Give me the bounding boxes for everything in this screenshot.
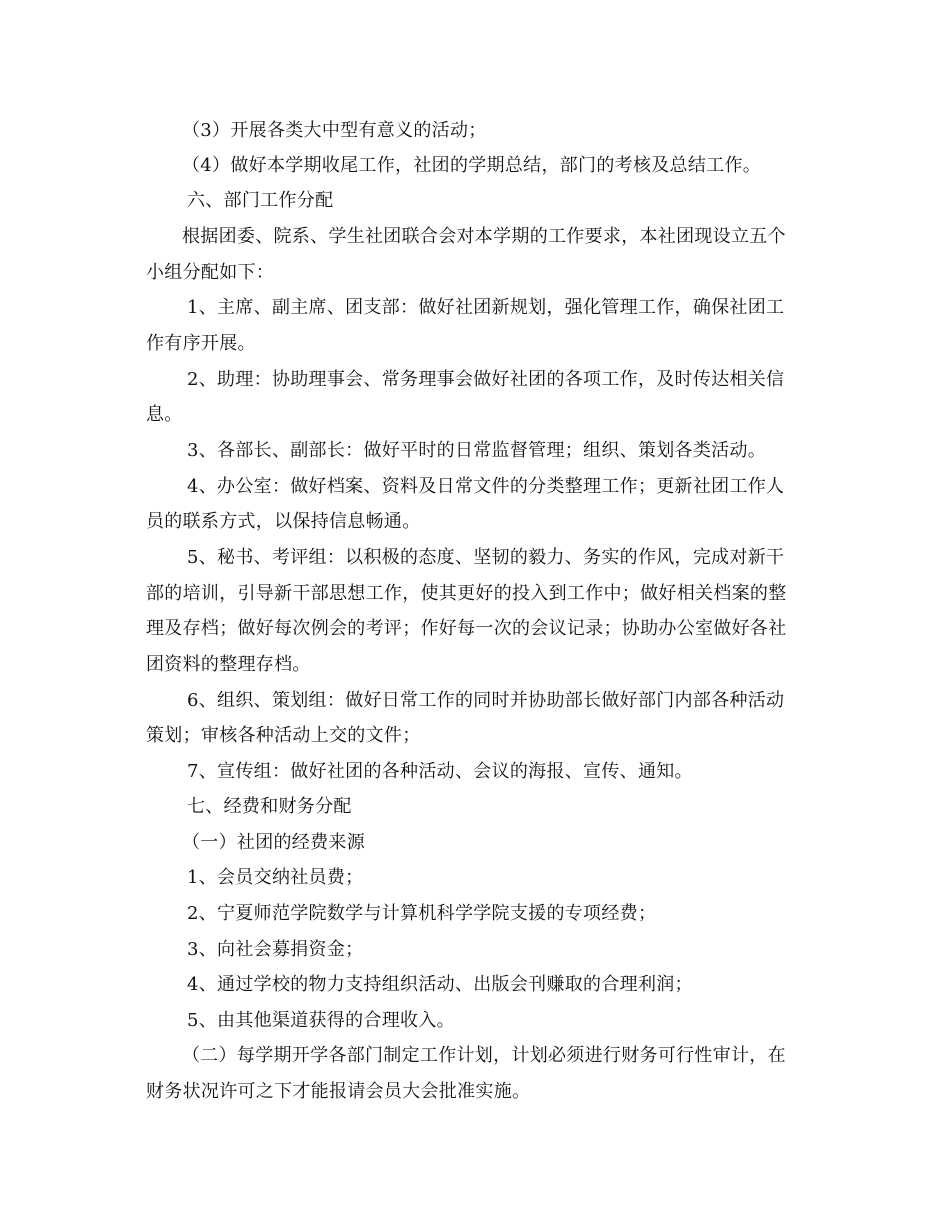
text-line: 员的联系方式，以保持信息畅通。 [146, 511, 421, 532]
text-line: 3、向社会募捐资金； [187, 939, 364, 960]
text-line: 作有序开展。 [146, 333, 256, 354]
text-line: 3、各部长、副部长：做好平时的日常监督管理；组织、策划各类活动。 [187, 440, 767, 461]
section-heading: 六、部门工作分配 [187, 190, 334, 211]
text-line: （4）做好本学期收尾工作，社团的学期总结，部门的考核及总结工作。 [182, 155, 762, 176]
text-line: 1、主席、副主席、团支部：做好社团新规划，强化管理工作，确保社团工 [187, 297, 785, 318]
section-heading: 七、经费和财务分配 [187, 796, 352, 817]
text-line: 5、由其他渠道获得的合理收入。 [187, 1010, 455, 1031]
text-line: 团资料的整理存档。 [146, 654, 311, 675]
text-line: 息。 [146, 404, 183, 425]
text-line: 小组分配如下： [146, 262, 275, 283]
subsection-heading: （一）社团的经费来源 [182, 832, 365, 853]
text-line: 6、组织、策划组：做好日常工作的同时并协助部长做好部门内部各种活动 [187, 690, 785, 711]
text-line: 根据团委、院系、学生社团联合会对本学期的工作要求，本社团现设立五个 [182, 226, 786, 247]
text-line: 部的培训，引导新干部思想工作，使其更好的投入到工作中；做好相关档案的整 [146, 583, 787, 604]
text-line: （3）开展各类大中型有意义的活动； [182, 120, 487, 141]
text-line: 2、助理：协助理事会、常务理事会做好社团的各项工作，及时传达相关信 [187, 369, 785, 390]
text-line: 理及存档；做好每次例会的考评；作好每一次的会议记录；协助办公室做好各社 [146, 618, 787, 639]
text-line: 策划；审核各种活动上交的文件； [146, 725, 421, 746]
text-line: 7、宣传组：做好社团的各种活动、会议的海报、宣传、通知。 [187, 761, 693, 782]
text-line: 2、宁夏师范学院数学与计算机科学学院支援的专项经费； [187, 903, 657, 924]
text-line: 1、会员交纳社员费； [187, 867, 364, 888]
text-line: 财务状况许可之下才能报请会员大会批准实施。 [146, 1081, 531, 1102]
text-line: 5、秘书、考评组：以积极的态度、坚韧的毅力、务实的作风，完成对新干 [187, 547, 785, 568]
subsection-heading: （二）每学期开学各部门制定工作计划，计划必须进行财务可行性审计，在 [182, 1045, 786, 1066]
text-line: 4、办公室：做好档案、资料及日常文件的分类整理工作；更新社团工作人 [187, 476, 785, 497]
text-line: 4、通过学校的物力支持组织活动、出版会刊赚取的合理利润； [187, 974, 693, 995]
